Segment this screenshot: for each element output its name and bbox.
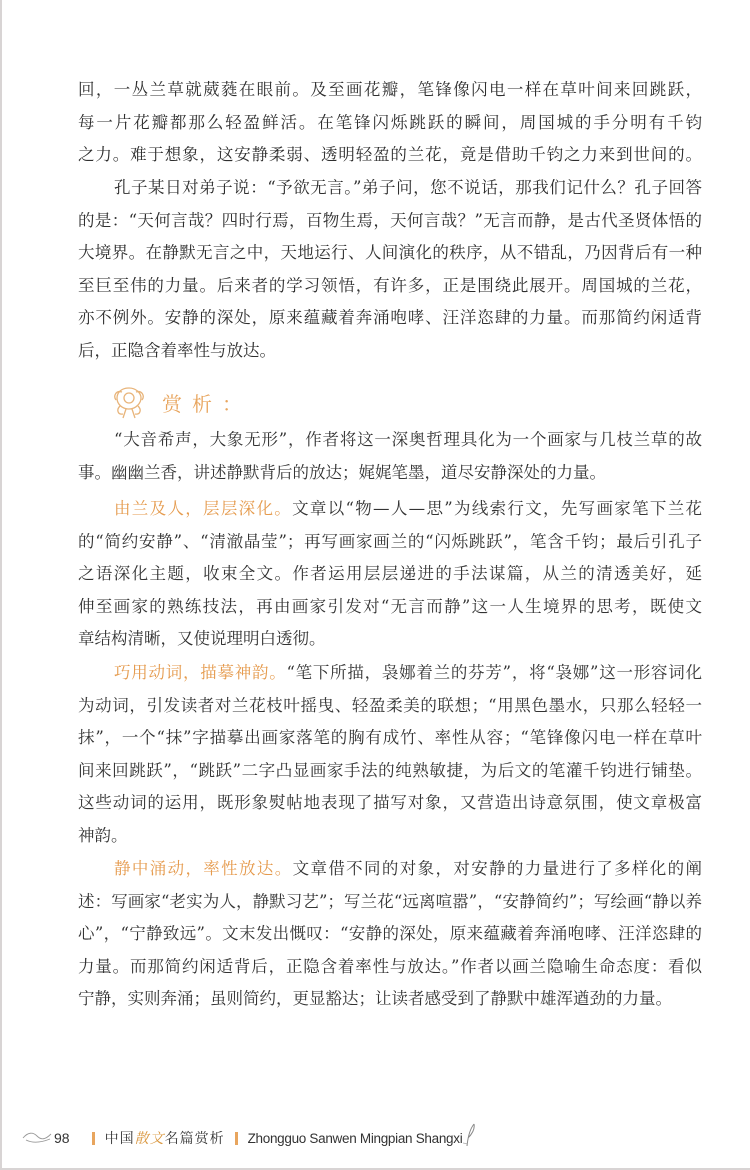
text-line: 的是：“天何言哉？四时行焉，百物生焉，天何言哉？”无言而静，是古代圣贤体悟的	[78, 210, 702, 230]
quill-pen-icon	[462, 1123, 478, 1153]
text-line	[78, 657, 702, 690]
text-line: 这些动词的运用，既形象熨帖地表现了描写对象，又营造出诗意氛围，使文章极富	[78, 793, 702, 813]
body-paragraph-1	[78, 74, 702, 172]
rose-flower-icon	[108, 380, 150, 424]
text-line: 之语深化主题，收束全文。作者运用层层递进的手法谋篇，从兰的清透美好，延	[78, 564, 702, 584]
analysis-paragraph-4	[78, 853, 702, 1016]
text-segment: 文章借不同的对象，对安静的力量进行了多样化的阐	[292, 859, 702, 878]
text-segment: 文章以“物—人—思”为线索行文，先写画家笔下兰花	[292, 499, 703, 518]
text-line: 后，正隐含着率性与放达。	[78, 340, 276, 360]
text-line: 伸至画家的熟练技法，再由画家引发对“无言而静”这一人生境界的思考，既使文	[78, 596, 702, 616]
text-line: 神韵。	[78, 825, 128, 845]
book-title-pinyin: Zhongguo Sanwen Mingpian Shangxi	[247, 1130, 463, 1146]
text-line: 亦不例外。安静的深处，原来蕴藏着奔涌咆哮、汪洋恣肆的力量。而那简约闲适背	[78, 308, 702, 328]
page-number: 98	[54, 1130, 70, 1146]
text-line: 宁静，实则奔涌；虽则简约，更显豁达；让读者感受到了静默中雄浑遒劲的力量。	[78, 989, 672, 1009]
text-line: 间来回跳跃”，“跳跃”二字凸显画家手法的纯熟敏捷，为后文的笔灌千钧进行铺垫。	[78, 760, 702, 780]
text-line: 为动词，引发读者对兰花枝叶摇曳、轻盈柔美的联想；“用黑色墨水，只那么轻轻一	[78, 695, 702, 715]
book-title-highlight: 散文	[134, 1131, 165, 1147]
text-line: 大境界。在静默无言之中，天地运行、人间演化的秩序，从不错乱，乃因背后有一种	[78, 243, 702, 263]
text-line	[78, 493, 702, 526]
analysis-heading	[108, 380, 252, 424]
text-line: 至巨至伟的力量。后来者的学习领悟，有许多，正是围绕此展开。周国城的兰花，	[78, 275, 702, 295]
subheading-lead: 静中涌动，率性放达。	[114, 859, 293, 878]
text-line: 章结构清晰，又使说理明白透彻。	[78, 629, 326, 649]
analysis-heading-text: 赏析：	[162, 391, 252, 416]
text-line: 力量。而那简约闲适背后，正隐含着率性与放达。”作者以画兰隐喻生命态度：看似	[78, 956, 702, 976]
text-line: 每一片花瓣都那么轻盈鲜活。在笔锋闪烁跳跃的瞬间，周国城的手分明有千钧	[78, 112, 702, 132]
analysis-paragraph-3	[78, 657, 702, 853]
text-line	[78, 853, 702, 886]
subheading-lead: 由兰及人，层层深化。	[114, 499, 293, 518]
text-line: 孔子某日对弟子说：“予欲无言。”弟子问，您不说话，那我们记什么？孔子回答	[114, 178, 702, 197]
text-line: 抹”，一个“抹”字描摹出画家落笔的胸有成竹、率性从容；“笔锋像闪电一样在草叶	[78, 728, 702, 748]
divider	[235, 1132, 238, 1145]
divider	[92, 1132, 95, 1145]
text-line: 事。幽幽兰香，讲述静默背后的放达；娓娓笔墨，道尽安静深处的力量。	[78, 462, 606, 482]
text-line: 之力。难于想象，这安静柔弱、透明轻盈的兰花，竟是借助千钧之力来到世间的。	[78, 145, 702, 165]
subheading-lead: 巧用动词，描摹神韵。	[114, 663, 287, 682]
page-footer	[22, 1124, 478, 1152]
text-line: 回，一丛兰草就葳蕤在眼前。及至画花瓣，笔锋像闪电一样在草叶间来回跳跃，	[78, 80, 702, 99]
analysis-paragraph-1	[78, 424, 702, 489]
book-title-post: 名篇赏析	[164, 1131, 225, 1147]
body-paragraph-2	[78, 172, 702, 368]
text-line: 述：写画家“老实为人，静默习艺”；写兰花“远离喧嚣”，“安静简约”；写绘画“静以养	[78, 891, 702, 911]
book-title	[105, 1128, 225, 1148]
text-line: “大音希声，大象无形”，作者将这一深奥哲理具化为一个画家与几枝兰草的故	[114, 430, 702, 449]
text-segment: “笔下所描，袅娜着兰的芬芳”，将“袅娜”这一形容词化	[286, 663, 702, 682]
book-title-pre: 中国	[104, 1131, 135, 1147]
text-line: 心”，“宁静致远”。文末发出慨叹：“安静的深处，原来蕴藏着奔涌咆哮、汪洋恣肆的	[78, 924, 702, 944]
analysis-paragraph-2	[78, 493, 702, 656]
text-line: 的“简约安静”、“清澈晶莹”；再写画家画兰的“闪烁跳跃”，笔含千钧；最后引孔子	[78, 531, 702, 551]
flourish-icon	[22, 1128, 52, 1148]
page-edge	[0, 0, 2, 1170]
